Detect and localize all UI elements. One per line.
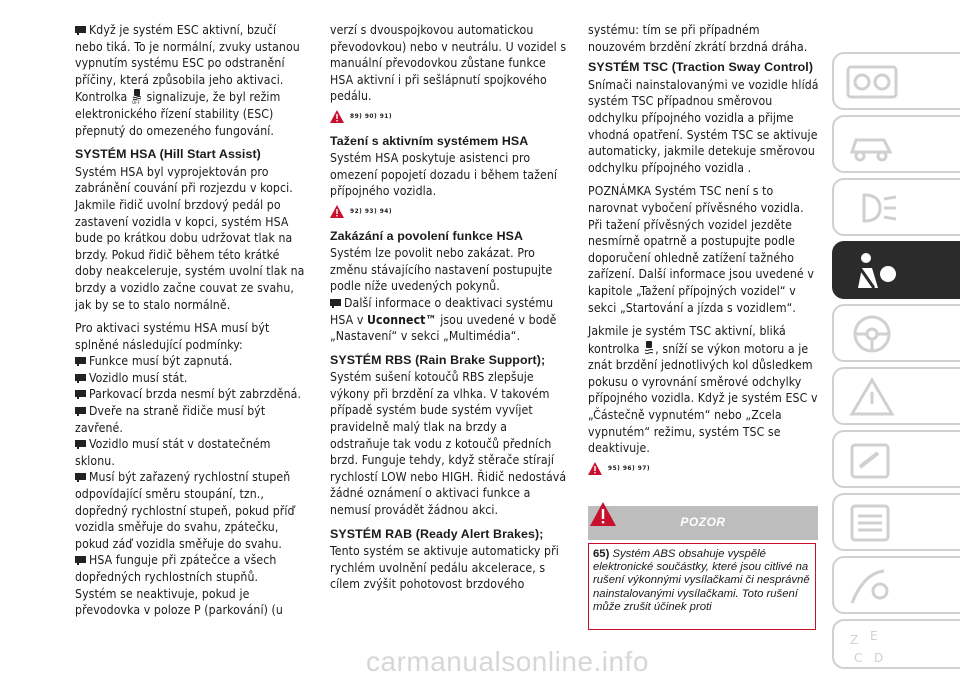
- tab-emergency[interactable]: [832, 367, 960, 425]
- text: Kontrolka: [75, 90, 128, 105]
- paragraph: systému: tím se při případném nouzovém brzdění zkrátí brzdná dráha.: [588, 23, 808, 54]
- heading-tsc: SYSTÉM TSC (Traction Sway Control): [588, 60, 814, 75]
- text: Vozidlo musí stát.: [89, 370, 188, 385]
- list-item: [75, 403, 307, 436]
- list-item: [75, 552, 307, 585]
- text: Když je systém ESC aktivní, bzučí nebo tiká. To je normální, zvuky ustanou vypnutím systému ESC po odstranění příčiny, která způsobila jeho aktivaci.: [75, 23, 300, 87]
- text: Dveře na straně řidiče musí být zavřené.: [75, 404, 266, 435]
- heading: Zakázání a povolení funkce HSA: [330, 228, 524, 243]
- paragraph: [75, 88, 307, 139]
- text: signalizuje, že byl režim elektronického řízení stability (ESC) přepnutý do omezeného fungování.: [75, 90, 281, 138]
- column-3: [588, 22, 820, 484]
- warning-triangle-icon: [330, 205, 344, 218]
- svg-text:C: C: [854, 651, 863, 665]
- warning-triangle-icon: [588, 462, 602, 475]
- bullet-icon: [75, 407, 86, 416]
- text: HSA funguje při zpátečce a všech dopředných rychlostních stupňů.: [75, 553, 277, 584]
- text: Jakmile je systém TSC aktivní, bliká kontrolka: [588, 324, 786, 356]
- list-item: [75, 386, 307, 403]
- bullet-icon: [75, 440, 86, 449]
- text: Systém ABS obsahuje vyspělé elektronické součástky, které jsou citlivé na rušení výkonnými vysílačkami či nesprávně nainstalovanými vysílačkami. Toto rušení může zrušit účinek proti: [593, 548, 810, 613]
- bullet-icon: [330, 299, 341, 308]
- paragraph: Pro aktivaci systému HSA musí být splněné následující podmínky:: [75, 321, 270, 352]
- svg-text:E: E: [870, 629, 878, 643]
- warning-banner: [588, 506, 818, 540]
- warning-refs: [330, 108, 568, 125]
- seatbelt-airbag-icon: [844, 248, 904, 294]
- tab-maintenance[interactable]: [832, 430, 960, 488]
- text: Funkce musí být zapnutá.: [89, 354, 233, 369]
- list-item: [75, 370, 307, 387]
- warning-refs: [588, 460, 820, 477]
- bullet-icon: [75, 374, 86, 383]
- paragraph: Systém HSA poskytuje asistenci pro omezení popojetí dozadu i během tažení přípojného vozidla.: [330, 151, 558, 199]
- text: 65): [593, 548, 610, 560]
- warning-refs: [330, 203, 568, 220]
- svg-text:D: D: [874, 651, 884, 665]
- bullet-list: [75, 353, 307, 585]
- text: 89) 90) 91): [350, 111, 392, 120]
- tab-index[interactable]: [832, 619, 960, 669]
- svg-text:Z: Z: [850, 633, 859, 647]
- wrench-icon: [844, 437, 904, 483]
- text: jsou uvedené v bodě „Nastavení“ v sekci „Multimédia“.: [330, 312, 557, 344]
- text: Parkovací brzda nesmí být zabrzděná.: [89, 387, 302, 402]
- paragraph: [588, 323, 820, 457]
- paragraph: Snímači nainstalovanými ve vozidle hlídá systém TSC případnou směrovou odchylku přípojného vozidla a přijme vhodná opatření. Systém TSC se aktivuje automaticky, jakmile detekuje směrovou odchylku přípojného vozidla .: [588, 77, 819, 175]
- warning-icon: [844, 374, 904, 420]
- list-item: [75, 469, 307, 552]
- tab-driving[interactable]: [832, 304, 960, 362]
- tab-car[interactable]: [832, 115, 960, 173]
- car-key-icon: [844, 122, 904, 168]
- column-1: [75, 22, 307, 626]
- light-icon: [844, 185, 904, 231]
- text: Musí být zařazený rychlostní stupeň odpovídající směru stoupání, tzn., dopředný rychlostní stupeň, pokud příď vozidla směřuje do svahu, zpátečku, pokud záď vozidla směřuje do svahu.: [75, 470, 295, 551]
- tab-safety[interactable]: [832, 241, 960, 299]
- navigation-icon: [844, 563, 904, 609]
- dashboard-icon: [844, 59, 904, 105]
- steering-wheel-icon: [844, 311, 904, 357]
- list-icon: [844, 500, 904, 546]
- index-icon: [844, 626, 904, 672]
- text: , sníží se výkon motoru a je znát brzdění jednotlivých kol důsledkem pokusu o vyrovnání směrové odchylky přípojného vozidla. Když je systém ESC v „Částečně vypnutém“ nebo „Zcela vypnutém“ režimu, systém TSC se deaktivuje.: [588, 341, 818, 456]
- paragraph: Tento systém se aktivuje automaticky při rychlém uvolnění pedálu akcelerace, s cílem zvýšit pohotovost brzdového: [330, 544, 559, 592]
- list-item: [75, 436, 307, 469]
- bullet-icon: [75, 390, 86, 399]
- paragraph: verzí s dvouspojkovou automatickou převodovkou) nebo v neutrálu. U vozidel s manuální převodovkou zůstane funkce HSA aktivní i při sešlápnutí spojkového pedálu.: [330, 23, 567, 104]
- tab-lights[interactable]: [832, 178, 960, 236]
- heading-hsa: SYSTÉM HSA (Hill Start Assist): [75, 147, 261, 162]
- bullet-icon: [75, 473, 86, 482]
- text: 92) 93) 94): [350, 206, 392, 215]
- tab-technical-data[interactable]: [832, 493, 960, 551]
- paragraph: POZNÁMKA Systém TSC není s to narovnat vybočení přívěsného vozidla. Při tažení přívěsných vozidel jezděte nesmírně opatrně a postupujte podle doporučení ohledně zatížení tažného zařízení. Další informace jsou uvedené v kapitole „Tažení přípojných vozidel“ v sekci „Startování a jízda s vozidlem“.: [588, 184, 814, 315]
- tab-dashboard[interactable]: [832, 52, 960, 110]
- paragraph: Systém se neaktivuje, pokud je převodovka v poloze P (parkování) (u: [75, 586, 283, 618]
- heading: Tažení s aktivním systémem HSA: [330, 133, 529, 148]
- text: Další informace o deaktivaci systému HSA v: [330, 295, 554, 327]
- paragraph: Systém sušení kotoučů RBS zlepšuje výkony při brzdění za vlhka. V takovém případě systém bude systém vyvíjet pravidelně malý tlak na brzdy a odstraňuje tak vodu z kotoučů předních brzd. Funguje tehdy, když stěrače stírají rychlostí LOW nebo HIGH. Řidič nedostává žádné oznámení o aktivaci funkce a nemusí provádět žádnou akci.: [330, 370, 567, 518]
- svg-text:OFF: OFF: [131, 100, 140, 105]
- bullet-icon: [75, 357, 86, 366]
- bullet-icon: [75, 556, 86, 565]
- watermark: carmanualsonline.info: [366, 646, 649, 677]
- paragraph: [75, 22, 307, 88]
- text: Uconnect™: [367, 312, 437, 327]
- text: Vozidlo musí stát v dostatečném sklonu.: [75, 437, 271, 468]
- tab-multimedia[interactable]: [832, 556, 960, 614]
- esc-off-icon: [131, 88, 143, 104]
- warning-title: POZOR: [680, 515, 726, 529]
- heading: SYSTÉM RBS (Rain Brake Support);: [330, 352, 546, 367]
- heading: SYSTÉM RAB (Ready Alert Brakes);: [330, 526, 544, 541]
- column-2: [330, 22, 568, 600]
- warning-note: [588, 543, 816, 630]
- paragraph: Systém lze povolit nebo zakázat. Pro změnu stávajícího nastavení postupujte podle níže uvedených pokynů.: [330, 246, 553, 294]
- text: 95) 96) 97): [608, 463, 650, 472]
- esc-icon: [643, 340, 655, 356]
- paragraph: [330, 295, 568, 345]
- paragraph: Systém HSA byl vyprojektován pro zabránění couvání při rozjezdu v kopci. Jakmile řidič uvolní brzdový pedál po zastavení vozidla v kopci, systém HSA bude po krátkou dobu udržovat tlak na brzdy. Pokud řidič během této krátké doby neakceleruje, systém uvolní tlak na brzdy a vozidlo začne couvat ze svahu, jak by se to stalo normálně.: [75, 164, 305, 312]
- list-item: [75, 353, 307, 370]
- warning-triangle-icon: [330, 110, 344, 123]
- bullet-icon: [75, 26, 86, 35]
